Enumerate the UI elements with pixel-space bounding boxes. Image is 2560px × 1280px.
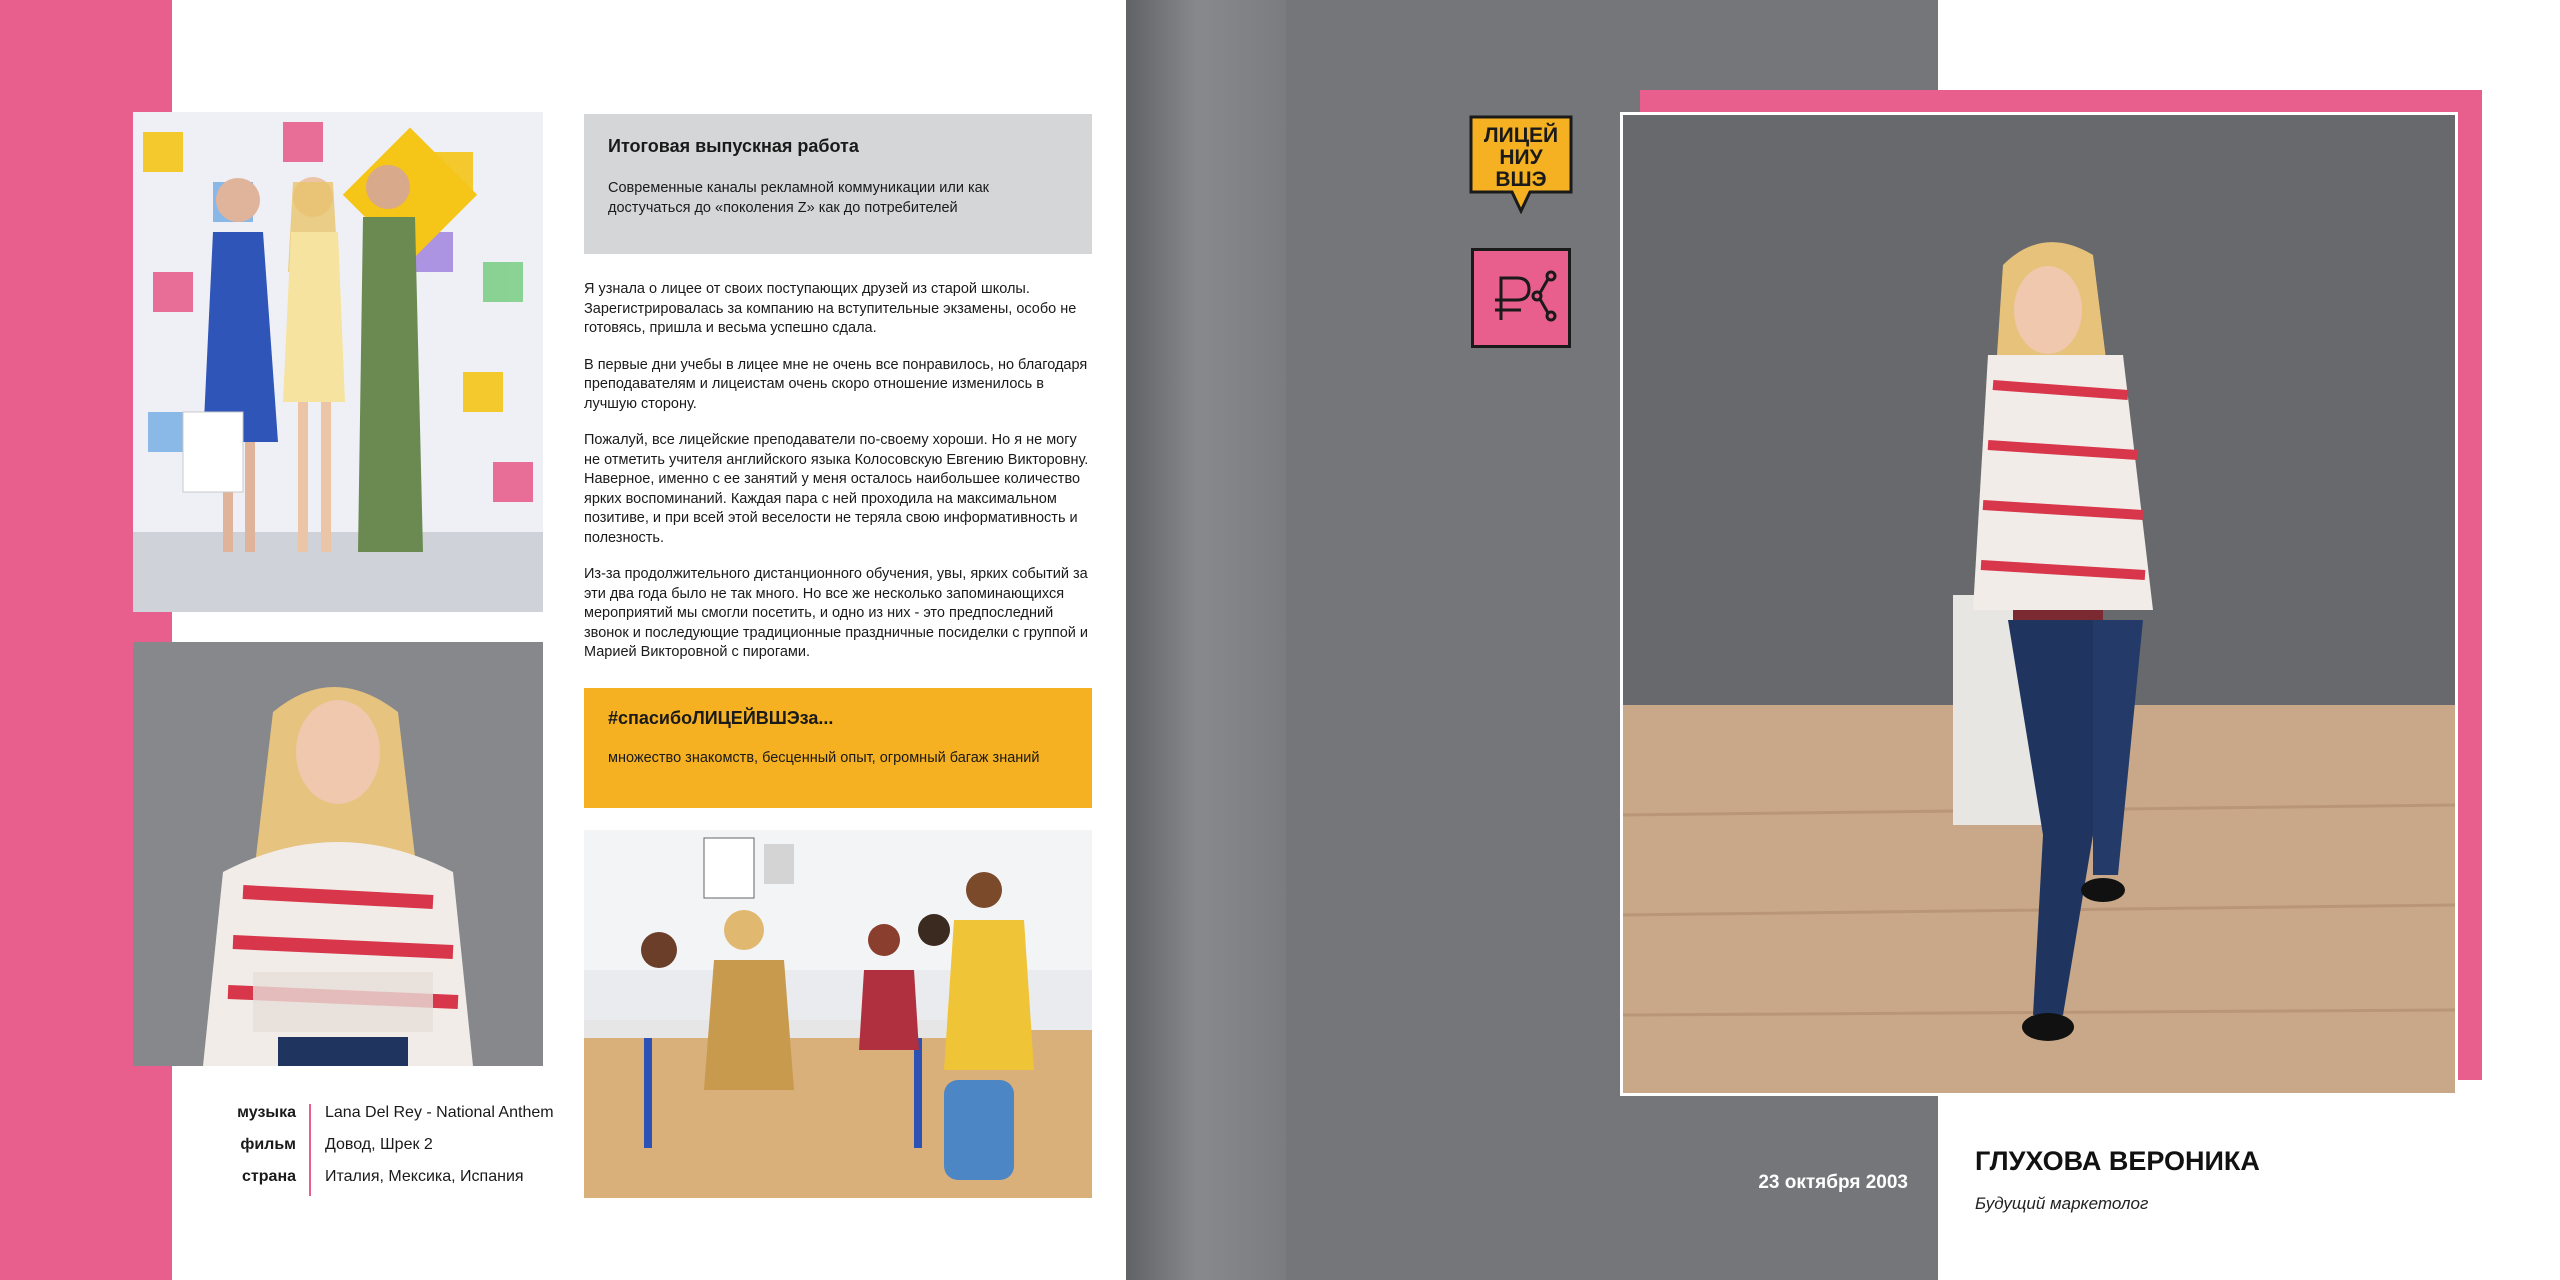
page-spine-shadow [1126,0,1286,1280]
preferences-divider [309,1104,311,1196]
birth-date: 23 октября 2003 [1758,1172,1908,1193]
film-key: фильм [240,1136,296,1153]
logo-line-3: ВШЭ [1495,168,1547,191]
thesis-box [584,114,1092,254]
portrait-arms-crossed-photo [133,642,543,1066]
ruble-share-icon [1471,248,1571,348]
student-story [584,280,1092,680]
story-paragraph: Из-за продолжительного дистанционного обучения, увы, ярких событий за эти два года было не так много. Но все же несколько запоминающихся мероприятий мы смогли посетить, и одно из них - это предпоследний звонок и последующие традиционные праздничные посиделки с группой и Марией Викторовной с пирогами. [584,566,1088,660]
country-value: Италия, Мексика, Испания [325,1168,524,1185]
film-value: Довод, Шрек 2 [325,1136,433,1153]
music-key: музыка [237,1104,296,1121]
logo-line-2: НИУ [1499,146,1543,169]
logo-line-1: ЛИЦЕЙ [1483,124,1559,147]
preferences-list [133,1104,553,1194]
main-portrait-photo [1620,112,2458,1096]
thanks-text: множество знакомств, бесценный опыт, огромный багаж знаний [608,750,1040,766]
story-paragraph: Пожалуй, все лицейские преподаватели по-своему хороши. Но я не могу не отметить учителя английского языка Колосовскую Евгению Викторовну. Наверное, именно с ее занятий у меня осталось наибольшее количество ярких воспоминаний. Каждая пара с ней проходила на максимальном позитиве, и при всей этой веселости не теряла свою информативность и полезность. [584,432,1089,546]
story-paragraph: Я узнала о лицее от своих поступающих друзей из старой школы. Зарегистрировалась за компанию на вступительные экзамены, особо не готовясь, пришла и весьма успешно сдала. [584,281,1077,336]
story-paragraph: В первые дни учебы в лицее мне не очень все понравилось, но благодаря преподавателям и лицеистам очень скоро отношение изменилось в лучшую сторону. [584,356,1088,412]
student-name: ГЛУХОВА ВЕРОНИКА [1975,1146,2260,1176]
classroom-photo [584,830,1092,1198]
thanks-hashtag: #спасибоЛИЦЕЙВШЭза... [608,708,834,728]
thanks-box [584,688,1092,808]
music-value: Lana Del Rey - National Anthem [325,1104,554,1121]
student-role: Будущий маркетолог [1975,1194,2149,1213]
country-key: страна [242,1168,296,1185]
thesis-text: Современные каналы рекламной коммуникации или как достучаться до «поколения Z» как до потребителей [608,180,990,216]
thesis-title: Итоговая выпускная работа [608,136,859,156]
lyceum-hse-logo [1468,114,1574,214]
graduation-group-photo [133,112,543,612]
